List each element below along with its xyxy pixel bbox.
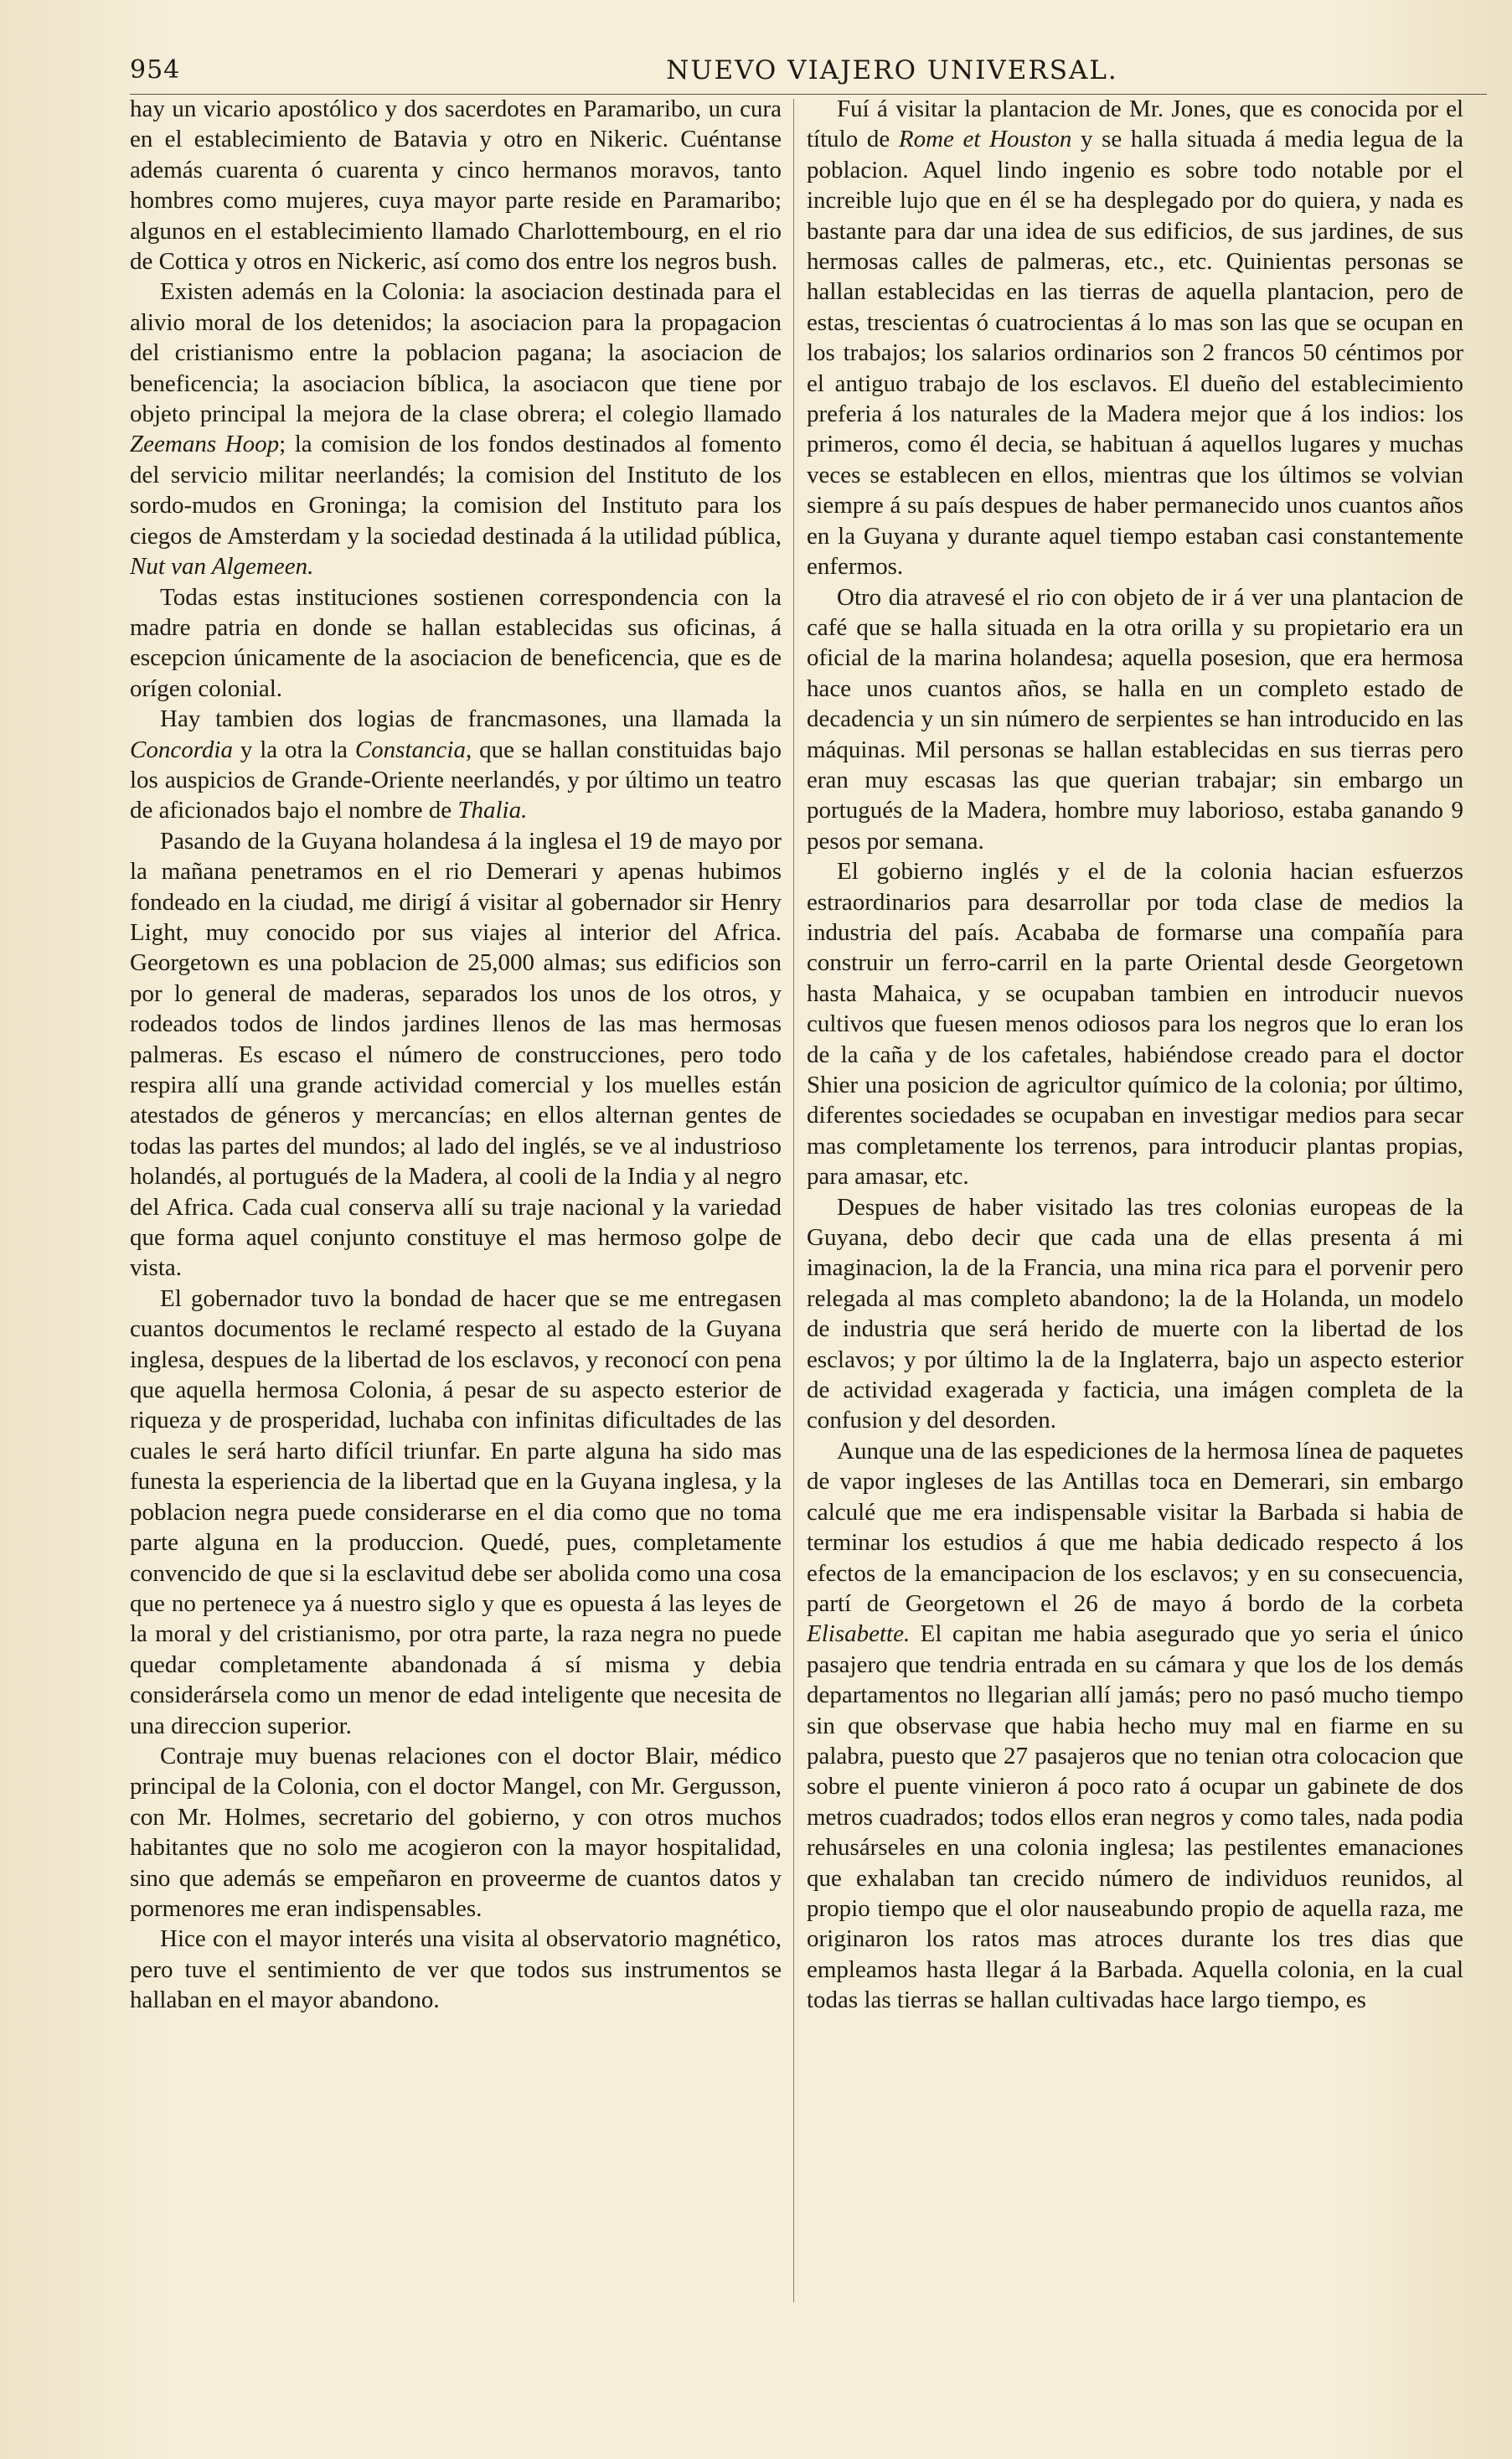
paragraph-text: El gobernador tuvo la bondad de hacer que se me entregasen cuantos documentos le reclamé respecto al estado de la Guyana inglesa, despues de la libertad de los esclavos, y reconocí con pena que aquella hermosa Colonia, á pesar de su aspecto esterior de riqueza y de prosperidad, luchaba con infinitas dificultades de las cuales le será harto difícil triunfar. En parte alguna ha sido mas funesta la esperiencia de la libertad que en la Guyana inglesa, y la poblacion negra puede considerarse en el dia como que no toma parte alguna en la produccion. Quedé, pues, completamente convencido de que si la esclavitud debe ser abolida como una cosa que no pertenece ya á nuestro siglo y que es opuesta á las leyes de la moral y del cristianismo, por otra parte, la raza negra no puede quedar completamente abandonada á sí misma y debia considerársela como un menor de edad inteligente que necesita de una direccion superior. [130, 1284, 782, 1739]
paragraph [130, 1284, 782, 1741]
paragraph-text: , que se hallan constituidas bajo los auspicios de Grande-Oriente neerlandés, y por último un teatro de aficionados bajo el nombre de [130, 736, 782, 824]
paragraph-text: El capitan me habia asegurado que yo seria el único pasajero que tendria entrada en su cámara y que los de los demás departamentos no llegarian allí jamás; pero no pasó mucho tiempo sin que observase que habia hecho muy mal en fiarme en su palabra, puesto que 27 pasajeros que no tenian otra colocacion que sobre el puente vinieron á poco rato á ocupar un gabinete de dos metros cuadrados; todos ellos eran negros y como tales, nada podia rehusárseles en una colonia inglesa; las pestilentes emanaciones que exhalaban tan crecido número de individuos reunidos, al propio tiempo que el olor nauseabundo propio de aquella raza, me originaron los ratos mas atroces durante los tres dias que empleamos hasta llegar á la Barbada. Aquella colonia, en la cual todas las tierras se hallan cultivadas hace largo tiempo, es [807, 1620, 1463, 2014]
column-divider [793, 99, 794, 2302]
page-number: 954 [130, 55, 181, 85]
paragraph [130, 704, 782, 826]
paragraph [130, 582, 782, 705]
paragraph [130, 276, 782, 581]
paragraph-text: y la otra la [232, 736, 355, 763]
italic-name: Constancia [354, 736, 466, 763]
paragraph-text: Fuí á visitar la plantacion de Mr. Jones, que es conocida por el título de [807, 96, 1463, 153]
paragraph [130, 1924, 782, 2015]
paragraph [807, 94, 1463, 582]
italic-name: Concordia [130, 736, 233, 763]
right-column [807, 94, 1463, 2016]
paragraph-text: Existen además en la Colonia: la asociacion destinada para el alivio moral de los detenidos; la asociacion para la propagacion del cristianismo entre la poblacion pagana; la asociacion de beneficencia; la asociacion bíblica, la asociacon que tiene por objeto principal la mejora de la clase obrera; el colegio llamado [130, 278, 782, 428]
paragraph [807, 856, 1463, 1191]
paragraph [130, 1741, 782, 1924]
paragraph [807, 1436, 1463, 2016]
paragraph-text: ; la comision de los fondos destinados al fomento del servicio militar neerlandés; la comision del Instituto de los sordo-mudos en Groninga; la comision del Instituto para los ciegos de Amsterdam y la sociedad destinada á la utilidad pública, [130, 431, 782, 550]
page-header [130, 50, 1487, 95]
italic-name: Elisabette. [807, 1620, 911, 1648]
italic-name: Nut van Algemeen. [130, 553, 314, 581]
paragraph-text: Todas estas instituciones sostienen correspondencia con la madre patria en donde se hallan establecidas sus oficinas, á escepcion únicamente de la asociacion de beneficencia, que es de orígen colonial. [130, 583, 782, 702]
italic-name: Zeemans Hoop [130, 431, 280, 458]
italic-name: Thalia. [457, 797, 528, 824]
paragraph-text: Contraje muy buenas relaciones con el doctor Blair, médico principal de la Colonia, con el doctor Mangel, con Mr. Gergusson, con Mr. Holmes, secretario del gobierno, y con otros muchos habitantes que no solo me acogieron con la mayor hospitalidad, sino que además se empeñaron en proveerme de cuantos datos y pormenores me eran indispensables. [130, 1742, 782, 1922]
paragraph-text: Despues de haber visitado las tres colonias europeas de la Guyana, debo decir que cada una de ellas presenta á mi imaginacion, la de la Francia, una mina rica para el porvenir pero relegada al mas completo abandono; la de la Holanda, un modelo de industria que será herido de muerte con la libertad de los esclavos; y por último la de la Inglaterra, bajo un aspecto esterior de actividad exagerada y facticia, una imágen completa de la confusion y del desorden. [807, 1193, 1463, 1434]
paragraph [130, 826, 782, 1284]
paragraph-text: y se halla situada á media legua de la poblacion. Aquel lindo ingenio es sobre todo notable por el increible lujo que en él se ha desplegado por do quiera, y nada es bastante para dar una idea de sus edificios, de sus jardines, de sus hermosas calles de palmeras, etc., etc. Quinientas personas se hallan establecidas en las tierras de aquella plantacion, pero de estas, trescientas ó cuatrocientas á lo mas son las que se ocupan en los trabajos; los salarios ordinarios son 2 francos 50 céntimos por el antiguo trabajo de los esclavos. El dueño del establecimiento preferia á los naturales de la Madera mejor que á los indios: los primeros, como él decia, se habituan á aquellos lugares y muchas veces se establecen en ellos, mientras que los últimos se volvian siempre á su país despues de haber permanecido unos cuantos años en la Guyana y durante aquel tiempo estaban casi constantemente enfermos. [807, 126, 1463, 581]
paragraph [807, 1192, 1463, 1436]
italic-name: Rome et Houston [898, 126, 1072, 153]
paragraph-text: Pasando de la Guyana holandesa á la inglesa el 19 de mayo por la mañana penetramos en el rio Demerari y apenas hubimos fondeado en la ciudad, me dirigí á visitar al gobernador sir Henry Light, muy conocido por sus viajes al interior del Africa. Georgetown es una poblacion de 25,000 almas; sus edificios son por lo general de maderas, separados los unos de los otros, y rodeados todos de lindos jardines llenos de las mas hermosas palmeras. Es escaso el número de construcciones, pero todo respira allí una grande actividad comercial y los muelles están atestados de géneros y mercancías; en ellos alternan gentes de todas las partes del mundos; al lado del inglés, se ve al industrioso holandés, al portugués de la Madera, al cooli de la India y al negro del Africa. Cada cual conserva allí su traje nacional y la variedad que forma aquel conjunto constituye el mas hermoso golpe de vista. [130, 827, 782, 1282]
left-column [130, 94, 782, 2016]
paragraph-text: Otro dia atravesé el rio con objeto de ir á ver una plantacion de café que se halla situada en la otra orilla y su propietario era un oficial de la marina holandesa; aquella posesion, que era hermosa hace unos cuantos años, se halla en un completo estado de decadencia y un sin número de serpientes se han introducido en las máquinas. Mil personas se hallan establecidas en sus tierras pero eran muy escasas las que querian trabajar; sin embargo un portugués de la Madera, hombre muy laborioso, estaba ganando 9 pesos por semana. [807, 583, 1463, 855]
paragraph [130, 94, 782, 276]
paragraph-text: Hay tambien dos logias de francmasones, una llamada la [160, 705, 782, 733]
running-title: NUEVO VIAJERO UNIVERSAL. [666, 55, 1118, 85]
paragraph-text: Hice con el mayor interés una visita al observatorio magnético, pero tuve el sentimiento de ver que todos sus instrumentos se hallaban en el mayor abandono. [130, 1925, 782, 2014]
paragraph-text: hay un vicario apostólico y dos sacerdotes en Paramaribo, un cura en el establecimiento de Batavia y otro en Nikeric. Cuéntanse además cuarenta ó cuarenta y cinco hermanos moravos, tanto hombres como mujeres, cuya mayor parte reside en Paramaribo; algunos en el establecimiento llamado Charlottembourg, en el rio de Cottica y otros en Nickeric, así como dos entre los negros bush. [130, 96, 782, 276]
paragraph-text: Aunque una de las espediciones de la hermosa línea de paquetes de vapor ingleses de las Antillas toca en Demerari, sin embargo calculé que me era indispensable visitar la Barbada si habia de terminar los estudios á que me habia dedicado respecto á los efectos de la emancipacion de los esclavos; y en su consecuencia, partí de Georgetown el 26 de mayo á bordo de la corbeta [807, 1437, 1463, 1617]
paragraph-text: El gobierno inglés y el de la colonia hacian esfuerzos estraordinarios para desarrollar por toda clase de medios la industria del país. Acababa de formarse una compañía para construir un ferro-carril en la parte Oriental desde Georgetown hasta Mahaica, y se ocupaban tambien en introducir nuevos cultivos que fuesen menos odiosos para los negros que lo eran los de la caña y de los cafetales, habiéndose creado para el doctor Shier una posicion de agricultor químico de la colonia; por último, diferentes sociedades se ocupaban en investigar medios para secar mas completamente los terrenos, para introducir plantas propias, para amasar, etc. [807, 858, 1463, 1191]
paragraph [807, 582, 1463, 857]
